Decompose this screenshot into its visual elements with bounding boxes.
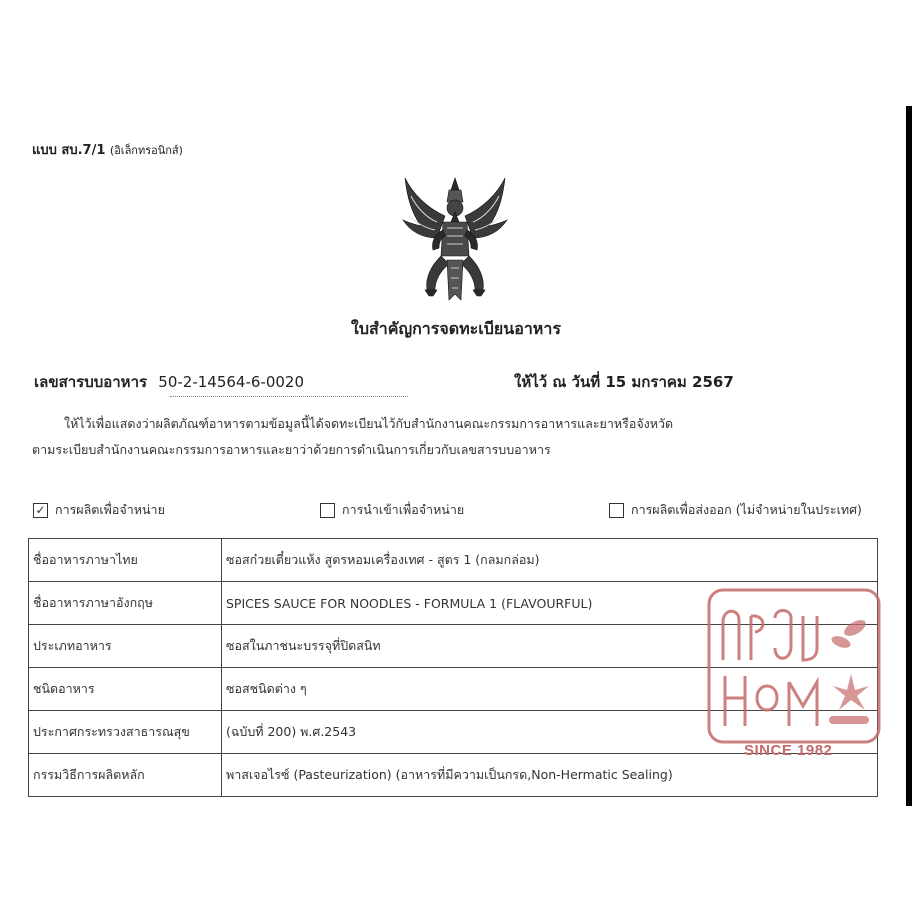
form-code: แบบ สบ.7/1 (อิเล็กทรอนิกส์) (32, 143, 183, 158)
page-edge-rule (906, 106, 912, 806)
row-label: ประเภทอาหาร (29, 625, 222, 668)
brand-since-text: SINCE 1982 (744, 742, 833, 759)
registration-line (34, 370, 304, 394)
row-value: พาสเจอไรซ์ (Pasteurization) (อาหารที่มีความเป็นกรด,Non-Hermatic Sealing) (222, 754, 878, 797)
row-label: ประกาศกระทรวงสาธารณสุข (29, 711, 222, 754)
check-icon[interactable]: ✓ (33, 503, 48, 518)
garuda-emblem-icon (397, 172, 513, 306)
issue-date: ให้ไว้ ณ วันที่ 15 มกราคม 2567 (514, 373, 734, 391)
row-value: ซอสก๋วยเตี๋ยวแห้ง สูตรหอมเครื่องเทศ - สูตร 1 (กลมกล่อม) (222, 539, 878, 582)
empty-checkbox-icon[interactable] (609, 503, 624, 518)
brand-logo-watermark (705, 586, 883, 746)
row-value: SPICES SAUCE FOR NOODLES - FORMULA 1 (FLAVOURFUL) (222, 582, 878, 625)
document-title: ใบสำคัญการจดทะเบียนอาหาร (351, 319, 561, 338)
table-row (29, 754, 878, 797)
paragraph-line-2: ตามระเบียบสำนักงานคณะกรรมการอาหารและยาว่าด้วยการดำเนินการเกี่ยวกับเลขสารบบอาหาร (32, 442, 551, 457)
row-label: ชื่ออาหารภาษาไทย (29, 539, 222, 582)
registration-number: 50-2-14564-6-0020 (158, 373, 305, 391)
row-value: (ฉบับที่ 200) พ.ศ.2543 (222, 711, 878, 754)
paragraph-line-1: ให้ไว้เพื่อแสดงว่าผลิตภัณฑ์อาหารตามข้อมูลนี้ได้จดทะเบียนไว้กับสำนักงานคณะกรรมการอาหารและยาหรือจังหวัด (64, 416, 674, 431)
checkbox-import-for-sale[interactable]: การนำเข้าเพื่อจำหน่าย (320, 500, 464, 520)
row-value: ซอสชนิดต่าง ๆ (222, 668, 878, 711)
row-label: กรรมวิธีการผลิตหลัก (29, 754, 222, 797)
registration-dotted-line (170, 396, 408, 397)
row-label: ชื่ออาหารภาษาอังกฤษ (29, 582, 222, 625)
registration-label: เลขสารบบอาหาร (34, 373, 148, 391)
empty-checkbox-icon[interactable] (320, 503, 335, 518)
row-label: ชนิดอาหาร (29, 668, 222, 711)
table-row (29, 539, 878, 582)
checkbox-production-for-export[interactable]: การผลิตเพื่อส่งออก (ไม่จำหน่ายในประเทศ) (609, 500, 862, 520)
checkbox-production-for-sale[interactable]: ✓ การผลิตเพื่อจำหน่าย (33, 500, 165, 520)
row-value: ซอสในภาชนะบรรจุที่ปิดสนิท (222, 625, 878, 668)
